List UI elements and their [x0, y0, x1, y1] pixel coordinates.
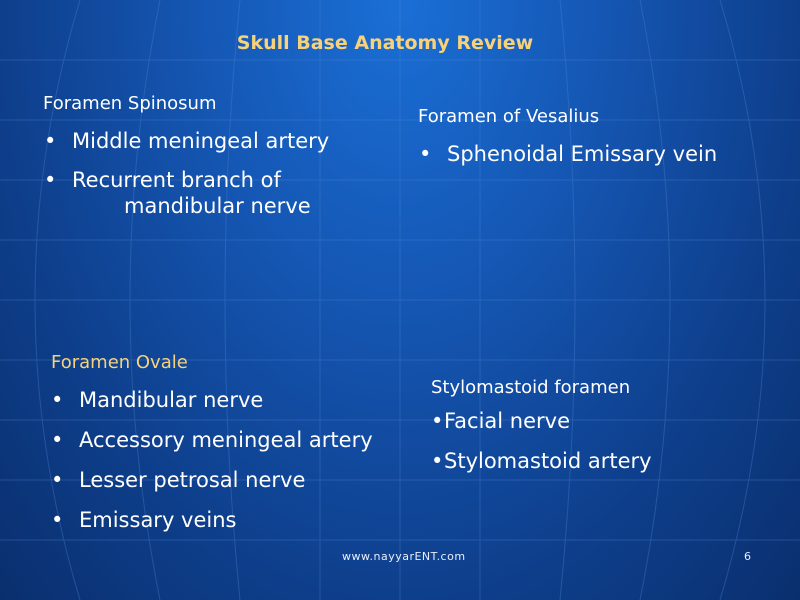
slide-title: Skull Base Anatomy Review — [236, 32, 534, 54]
page-number: 6 — [744, 550, 751, 563]
list-item-continuation: mandibular nerve — [124, 194, 311, 218]
list-item: • Sphenoidal Emissary vein — [447, 141, 717, 167]
list-item: • Lesser petrosal nerve — [79, 467, 373, 493]
list-item: • Recurrent branch of mandibular nerve — [72, 167, 329, 219]
section-foramen-vesalius — [418, 106, 717, 167]
list-item: • Facial nerve — [444, 408, 652, 434]
section-heading: Foramen Spinosum — [43, 93, 217, 114]
section-foramen-ovale — [51, 352, 373, 533]
list-item: • Middle meningeal artery — [72, 128, 329, 154]
list-item: • Emissary veins — [79, 507, 373, 533]
list-item: • Stylomastoid artery — [444, 448, 652, 474]
list-item: • Mandibular nerve — [79, 387, 373, 413]
section-heading: Foramen of Vesalius — [418, 106, 600, 127]
section-heading: Stylomastoid foramen — [431, 377, 631, 398]
section-heading: Foramen Ovale — [51, 352, 188, 373]
section-foramen-spinosum — [43, 93, 329, 219]
bullet-list — [43, 128, 329, 219]
footer-url: www.nayyarENT.com — [342, 550, 466, 563]
bullet-list — [418, 141, 717, 167]
bullet-list — [51, 387, 373, 533]
bullet-list — [431, 408, 652, 474]
list-item: • Accessory meningeal artery — [79, 427, 373, 453]
section-stylomastoid-foramen — [431, 377, 652, 474]
